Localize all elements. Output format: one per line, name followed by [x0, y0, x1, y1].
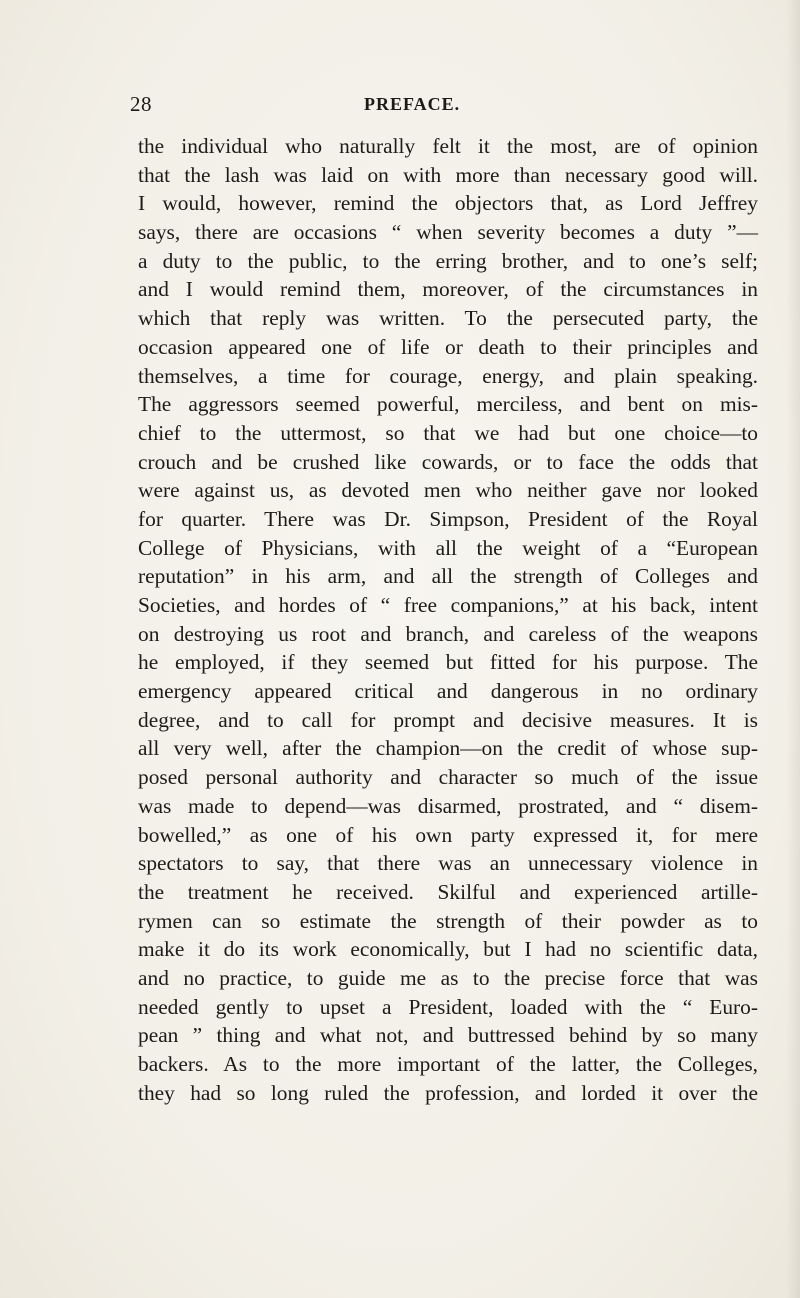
text-line: they had so long ruled the profession, and lorded it over the — [138, 1080, 758, 1105]
text-line: make it do its work economically, but I had no scientific data, — [138, 937, 758, 962]
text-line: all very well, after the champion—on the credit of whose sup- — [138, 736, 758, 761]
text-line: emergency appeared critical and dangerous in no ordinary — [138, 679, 758, 704]
page-number: 28 — [130, 92, 152, 116]
running-head-title: PREFACE. — [364, 94, 461, 114]
text-line: the individual who naturally felt it the most, are of opinion — [138, 134, 758, 158]
text-line: bowelled,” as one of his own party expressed it, for mere — [138, 822, 758, 847]
text-line: occasion appeared one of life or death to their principles and — [138, 334, 758, 359]
text-line: that the lash was laid on with more than necessary good will. — [138, 162, 758, 187]
page-edge-shadow — [786, 0, 800, 1298]
running-head — [130, 92, 750, 122]
text-line: chief to the uttermost, so that we had but one choice—to — [138, 420, 758, 445]
text-line: on destroying us root and branch, and careless of the weapons — [138, 621, 758, 646]
text-line: posed personal authority and character so much of the issue — [138, 765, 758, 790]
text-line: spectators to say, that there was an unnecessary violence in — [138, 851, 758, 876]
text-line: degree, and to call for prompt and decisive measures. It is — [138, 707, 758, 732]
text-line: reputation” in his arm, and all the strength of Colleges and — [138, 564, 758, 589]
text-line: The aggressors seemed powerful, merciless, and bent on mis- — [138, 392, 758, 417]
body-text — [138, 132, 758, 1107]
text-line: and I would remind them, moreover, of the circumstances in — [138, 277, 758, 302]
text-line: was made to depend—was disarmed, prostrated, and “ disem- — [138, 793, 758, 818]
text-line: backers. As to the more important of the latter, the Colleges, — [138, 1052, 758, 1076]
text-line: and no practice, to guide me as to the precise force that was — [138, 965, 758, 990]
text-line: crouch and be crushed like cowards, or to face the odds that — [138, 449, 758, 474]
text-line: needed gently to upset a President, loaded with the “ Euro- — [138, 994, 758, 1019]
text-line: were against us, as devoted men who neither gave nor looked — [138, 478, 758, 503]
text-line: College of Physicians, with all the weight of a “European — [138, 535, 758, 560]
text-line: for quarter. There was Dr. Simpson, President of the Royal — [138, 506, 758, 531]
text-line: pean ” thing and what not, and buttressed behind by so many — [138, 1023, 758, 1048]
text-line: rymen can so estimate the strength of their powder as to — [138, 908, 758, 933]
text-line: a duty to the public, to the erring brother, and to one’s self; — [138, 248, 758, 273]
text-line: says, there are occasions “ when severity becomes a duty ”— — [138, 220, 758, 245]
text-line: which that reply was written. To the persecuted party, the — [138, 306, 758, 331]
text-line: themselves, a time for courage, energy, and plain speaking. — [138, 363, 758, 388]
text-line: the treatment he received. Skilful and experienced artille- — [138, 879, 758, 904]
text-line: I would, however, remind the objectors that, as Lord Jeffrey — [138, 191, 758, 216]
text-line: Societies, and hordes of “ free companions,” at his back, intent — [138, 593, 758, 617]
text-line: he employed, if they seemed but fitted for his purpose. The — [138, 650, 758, 675]
